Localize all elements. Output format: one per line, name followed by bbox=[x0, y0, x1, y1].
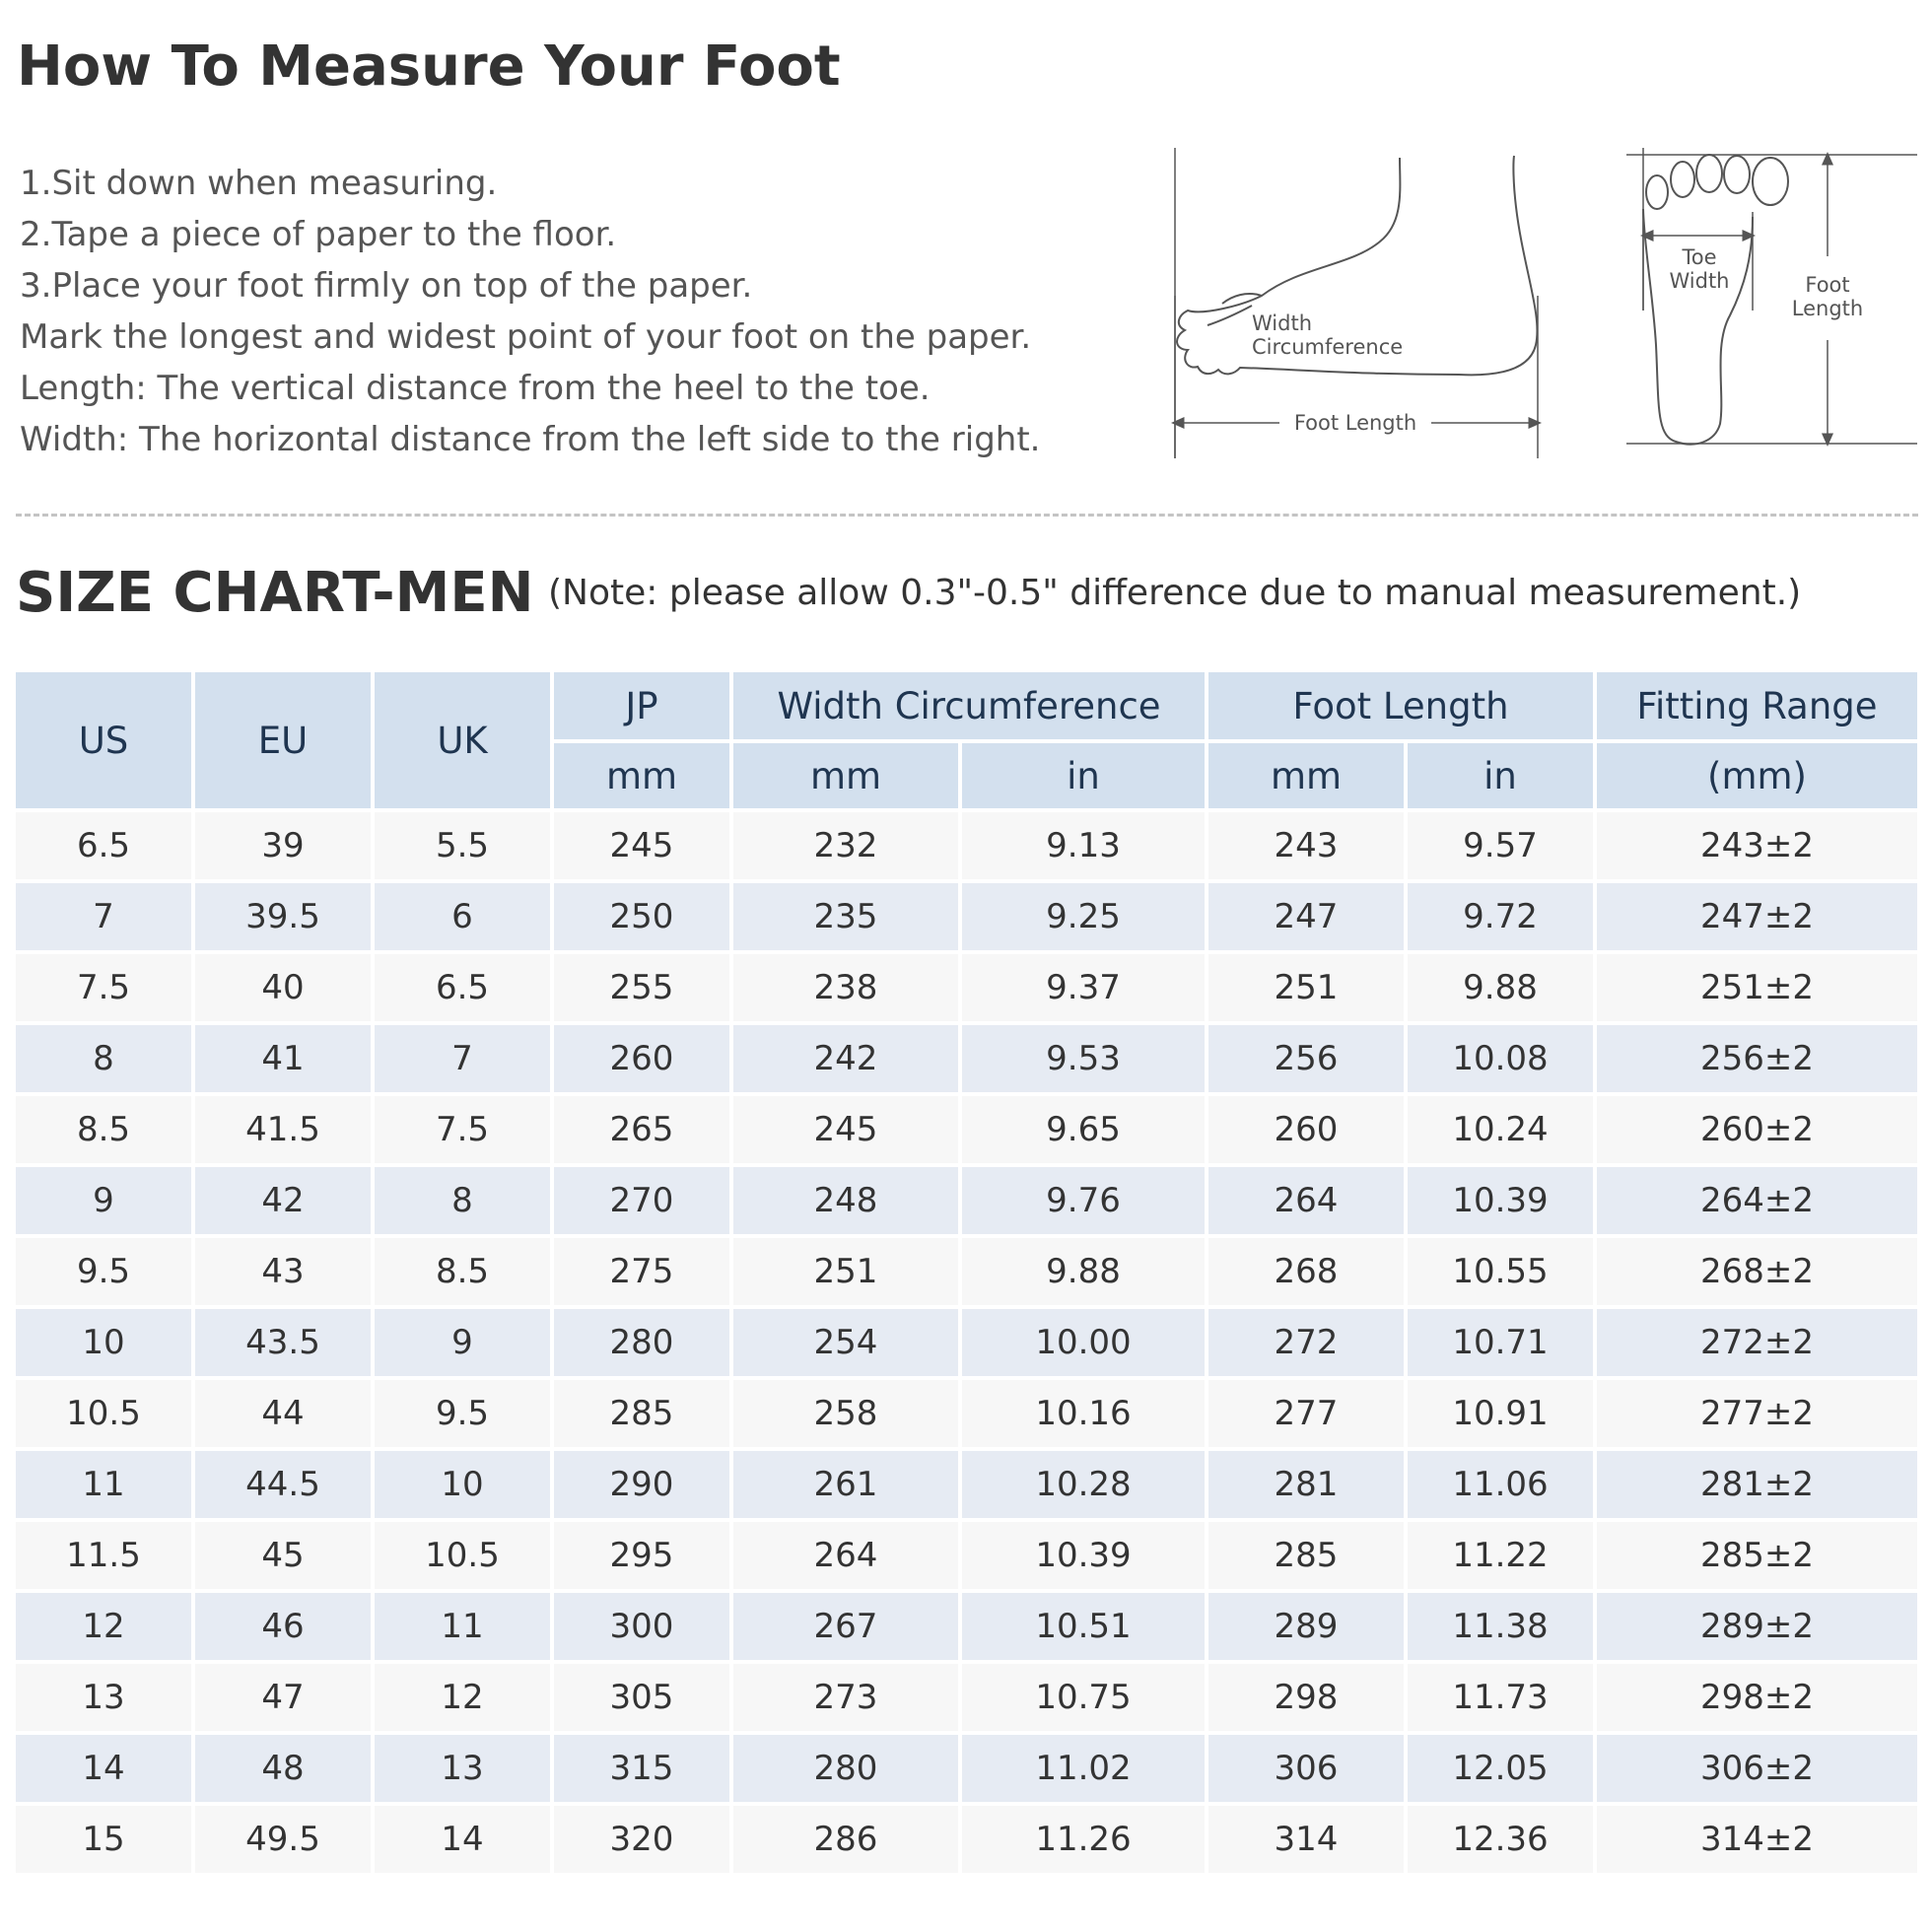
cell-fitting-range: 243±2 bbox=[1597, 812, 1917, 879]
cell-jp-mm: 245 bbox=[554, 812, 729, 879]
header-foot-length: Foot Length bbox=[1208, 672, 1593, 739]
cell-eu: 43.5 bbox=[195, 1309, 371, 1376]
cell-jp-mm: 300 bbox=[554, 1593, 729, 1660]
cell-width-mm: 286 bbox=[733, 1806, 958, 1873]
cell-uk: 9 bbox=[375, 1309, 550, 1376]
chart-title: SIZE CHART-MEN bbox=[16, 561, 534, 625]
table-row bbox=[16, 1735, 1917, 1802]
cell-us: 15 bbox=[16, 1806, 191, 1873]
cell-width-mm: 235 bbox=[733, 883, 958, 950]
cell-jp-mm: 275 bbox=[554, 1238, 729, 1305]
cell-width-in: 11.02 bbox=[962, 1735, 1205, 1802]
header-width-circumference: Width Circumference bbox=[733, 672, 1205, 739]
cell-width-in: 9.65 bbox=[962, 1096, 1205, 1163]
cell-jp-mm: 250 bbox=[554, 883, 729, 950]
header-jp-mm: mm bbox=[554, 743, 729, 808]
cell-length-mm: 272 bbox=[1208, 1309, 1404, 1376]
cell-width-in: 10.39 bbox=[962, 1522, 1205, 1589]
foot-length-label-1: Foot bbox=[1805, 273, 1850, 297]
cell-width-in: 11.26 bbox=[962, 1806, 1205, 1873]
cell-length-mm: 298 bbox=[1208, 1664, 1404, 1731]
step-item: Mark the longest and widest point of your foot on the paper. bbox=[20, 317, 1032, 357]
table-row bbox=[16, 1593, 1917, 1660]
cell-us: 9 bbox=[16, 1167, 191, 1234]
toe-width-label-2: Width bbox=[1669, 269, 1730, 293]
header-uk: UK bbox=[375, 672, 550, 808]
cell-uk: 10.5 bbox=[375, 1522, 550, 1589]
table-row bbox=[16, 1025, 1917, 1092]
cell-jp-mm: 265 bbox=[554, 1096, 729, 1163]
cell-fitting-range: 277±2 bbox=[1597, 1380, 1917, 1447]
cell-jp-mm: 315 bbox=[554, 1735, 729, 1802]
cell-us: 9.5 bbox=[16, 1238, 191, 1305]
cell-length-mm: 264 bbox=[1208, 1167, 1404, 1234]
cell-width-in: 9.88 bbox=[962, 1238, 1205, 1305]
section-divider bbox=[16, 514, 1918, 517]
table-row bbox=[16, 1522, 1917, 1589]
cell-width-in: 10.28 bbox=[962, 1451, 1205, 1518]
cell-us: 6.5 bbox=[16, 812, 191, 879]
cell-width-mm: 238 bbox=[733, 954, 958, 1021]
cell-length-mm: 285 bbox=[1208, 1522, 1404, 1589]
table-row bbox=[16, 1451, 1917, 1518]
toe-width-label-1: Toe bbox=[1682, 245, 1717, 269]
cell-width-mm: 261 bbox=[733, 1451, 958, 1518]
cell-fitting-range: 285±2 bbox=[1597, 1522, 1917, 1589]
cell-width-in: 10.00 bbox=[962, 1309, 1205, 1376]
cell-length-mm: 256 bbox=[1208, 1025, 1404, 1092]
cell-eu: 39.5 bbox=[195, 883, 371, 950]
step-item: 1.Sit down when measuring. bbox=[20, 164, 498, 203]
cell-fitting-range: 289±2 bbox=[1597, 1593, 1917, 1660]
cell-length-mm: 289 bbox=[1208, 1593, 1404, 1660]
cell-width-mm: 248 bbox=[733, 1167, 958, 1234]
cell-uk: 8 bbox=[375, 1167, 550, 1234]
table-row bbox=[16, 954, 1917, 1021]
table-row bbox=[16, 1096, 1917, 1163]
cell-fitting-range: 264±2 bbox=[1597, 1167, 1917, 1234]
cell-us: 11 bbox=[16, 1451, 191, 1518]
header-width-in: in bbox=[962, 743, 1205, 808]
header-us: US bbox=[16, 672, 191, 808]
cell-width-in: 10.16 bbox=[962, 1380, 1205, 1447]
cell-length-mm: 306 bbox=[1208, 1735, 1404, 1802]
header-length-mm: mm bbox=[1208, 743, 1404, 808]
header-jp: JP bbox=[554, 672, 729, 739]
cell-uk: 9.5 bbox=[375, 1380, 550, 1447]
cell-us: 13 bbox=[16, 1664, 191, 1731]
page-title: How To Measure Your Foot bbox=[17, 34, 841, 99]
cell-length-in: 11.38 bbox=[1408, 1593, 1593, 1660]
cell-fitting-range: 256±2 bbox=[1597, 1025, 1917, 1092]
cell-width-mm: 273 bbox=[733, 1664, 958, 1731]
cell-eu: 39 bbox=[195, 812, 371, 879]
cell-width-in: 9.13 bbox=[962, 812, 1205, 879]
cell-fitting-range: 268±2 bbox=[1597, 1238, 1917, 1305]
cell-jp-mm: 260 bbox=[554, 1025, 729, 1092]
cell-uk: 7 bbox=[375, 1025, 550, 1092]
cell-us: 7 bbox=[16, 883, 191, 950]
cell-us: 8 bbox=[16, 1025, 191, 1092]
cell-length-in: 10.91 bbox=[1408, 1380, 1593, 1447]
cell-fitting-range: 298±2 bbox=[1597, 1664, 1917, 1731]
cell-us: 10 bbox=[16, 1309, 191, 1376]
cell-jp-mm: 305 bbox=[554, 1664, 729, 1731]
foot-measure-diagram bbox=[1163, 148, 1922, 473]
cell-length-mm: 251 bbox=[1208, 954, 1404, 1021]
header-eu: EU bbox=[195, 672, 371, 808]
cell-eu: 40 bbox=[195, 954, 371, 1021]
cell-fitting-range: 281±2 bbox=[1597, 1451, 1917, 1518]
cell-width-in: 10.51 bbox=[962, 1593, 1205, 1660]
cell-length-in: 9.72 bbox=[1408, 883, 1593, 950]
cell-eu: 43 bbox=[195, 1238, 371, 1305]
step-item: 2.Tape a piece of paper to the floor. bbox=[20, 215, 617, 254]
side-width-label-1: Width bbox=[1252, 311, 1313, 335]
cell-width-mm: 267 bbox=[733, 1593, 958, 1660]
cell-width-mm: 258 bbox=[733, 1380, 958, 1447]
cell-fitting-range: 260±2 bbox=[1597, 1096, 1917, 1163]
top-foot-icon bbox=[1643, 155, 1788, 445]
table-row bbox=[16, 1380, 1917, 1447]
cell-length-mm: 281 bbox=[1208, 1451, 1404, 1518]
table-row bbox=[16, 1664, 1917, 1731]
cell-uk: 5.5 bbox=[375, 812, 550, 879]
cell-length-in: 9.88 bbox=[1408, 954, 1593, 1021]
cell-uk: 8.5 bbox=[375, 1238, 550, 1305]
cell-width-in: 9.25 bbox=[962, 883, 1205, 950]
cell-eu: 45 bbox=[195, 1522, 371, 1589]
cell-fitting-range: 251±2 bbox=[1597, 954, 1917, 1021]
cell-eu: 42 bbox=[195, 1167, 371, 1234]
cell-length-mm: 247 bbox=[1208, 883, 1404, 950]
cell-length-in: 10.24 bbox=[1408, 1096, 1593, 1163]
cell-length-in: 10.55 bbox=[1408, 1238, 1593, 1305]
cell-length-mm: 268 bbox=[1208, 1238, 1404, 1305]
cell-width-in: 9.53 bbox=[962, 1025, 1205, 1092]
table-row bbox=[16, 812, 1917, 879]
cell-jp-mm: 295 bbox=[554, 1522, 729, 1589]
cell-length-in: 11.73 bbox=[1408, 1664, 1593, 1731]
table-row bbox=[16, 1806, 1917, 1873]
size-chart-body bbox=[16, 812, 1917, 1873]
cell-us: 8.5 bbox=[16, 1096, 191, 1163]
cell-uk: 6 bbox=[375, 883, 550, 950]
cell-fitting-range: 247±2 bbox=[1597, 883, 1917, 950]
cell-uk: 11 bbox=[375, 1593, 550, 1660]
side-width-label-2: Circumference bbox=[1252, 335, 1404, 359]
cell-uk: 7.5 bbox=[375, 1096, 550, 1163]
cell-uk: 14 bbox=[375, 1806, 550, 1873]
header-fitting-unit: (mm) bbox=[1597, 743, 1917, 808]
cell-eu: 47 bbox=[195, 1664, 371, 1731]
cell-width-in: 9.76 bbox=[962, 1167, 1205, 1234]
cell-us: 12 bbox=[16, 1593, 191, 1660]
cell-length-in: 12.36 bbox=[1408, 1806, 1593, 1873]
cell-length-mm: 277 bbox=[1208, 1380, 1404, 1447]
cell-eu: 41 bbox=[195, 1025, 371, 1092]
cell-width-mm: 251 bbox=[733, 1238, 958, 1305]
size-chart-table bbox=[12, 668, 1921, 1877]
cell-width-mm: 232 bbox=[733, 812, 958, 879]
cell-uk: 13 bbox=[375, 1735, 550, 1802]
cell-eu: 44 bbox=[195, 1380, 371, 1447]
cell-width-in: 9.37 bbox=[962, 954, 1205, 1021]
cell-length-in: 9.57 bbox=[1408, 812, 1593, 879]
cell-jp-mm: 320 bbox=[554, 1806, 729, 1873]
cell-uk: 12 bbox=[375, 1664, 550, 1731]
cell-uk: 10 bbox=[375, 1451, 550, 1518]
cell-width-mm: 280 bbox=[733, 1735, 958, 1802]
cell-eu: 49.5 bbox=[195, 1806, 371, 1873]
cell-length-in: 11.22 bbox=[1408, 1522, 1593, 1589]
cell-length-in: 10.39 bbox=[1408, 1167, 1593, 1234]
cell-eu: 41.5 bbox=[195, 1096, 371, 1163]
cell-fitting-range: 272±2 bbox=[1597, 1309, 1917, 1376]
header-length-in: in bbox=[1408, 743, 1593, 808]
chart-note: (Note: please allow 0.3"-0.5" difference due to manual measurement.) bbox=[548, 573, 1802, 613]
table-row bbox=[16, 1309, 1917, 1376]
cell-length-in: 11.06 bbox=[1408, 1451, 1593, 1518]
cell-uk: 6.5 bbox=[375, 954, 550, 1021]
cell-eu: 44.5 bbox=[195, 1451, 371, 1518]
cell-eu: 46 bbox=[195, 1593, 371, 1660]
cell-jp-mm: 280 bbox=[554, 1309, 729, 1376]
cell-us: 11.5 bbox=[16, 1522, 191, 1589]
step-item: Length: The vertical distance from the heel to the toe. bbox=[20, 369, 931, 408]
cell-length-in: 10.08 bbox=[1408, 1025, 1593, 1092]
step-item: Width: The horizontal distance from the left side to the right. bbox=[20, 420, 1041, 459]
header-fitting-range: Fitting Range bbox=[1597, 672, 1917, 739]
cell-width-mm: 254 bbox=[733, 1309, 958, 1376]
side-length-label: Foot Length bbox=[1293, 411, 1417, 435]
cell-length-in: 12.05 bbox=[1408, 1735, 1593, 1802]
cell-jp-mm: 290 bbox=[554, 1451, 729, 1518]
cell-width-mm: 242 bbox=[733, 1025, 958, 1092]
foot-length-label-2: Length bbox=[1791, 297, 1864, 320]
header-width-mm: mm bbox=[733, 743, 958, 808]
cell-width-mm: 245 bbox=[733, 1096, 958, 1163]
cell-length-mm: 243 bbox=[1208, 812, 1404, 879]
table-row bbox=[16, 883, 1917, 950]
cell-fitting-range: 306±2 bbox=[1597, 1735, 1917, 1802]
cell-fitting-range: 314±2 bbox=[1597, 1806, 1917, 1873]
cell-width-mm: 264 bbox=[733, 1522, 958, 1589]
step-item: 3.Place your foot firmly on top of the paper. bbox=[20, 266, 753, 306]
measure-steps bbox=[20, 158, 1040, 465]
cell-length-mm: 314 bbox=[1208, 1806, 1404, 1873]
cell-jp-mm: 270 bbox=[554, 1167, 729, 1234]
cell-us: 7.5 bbox=[16, 954, 191, 1021]
table-row bbox=[16, 1167, 1917, 1234]
cell-width-in: 10.75 bbox=[962, 1664, 1205, 1731]
cell-length-in: 10.71 bbox=[1408, 1309, 1593, 1376]
cell-jp-mm: 255 bbox=[554, 954, 729, 1021]
cell-eu: 48 bbox=[195, 1735, 371, 1802]
table-row bbox=[16, 1238, 1917, 1305]
cell-jp-mm: 285 bbox=[554, 1380, 729, 1447]
cell-length-mm: 260 bbox=[1208, 1096, 1404, 1163]
cell-us: 14 bbox=[16, 1735, 191, 1802]
cell-us: 10.5 bbox=[16, 1380, 191, 1447]
